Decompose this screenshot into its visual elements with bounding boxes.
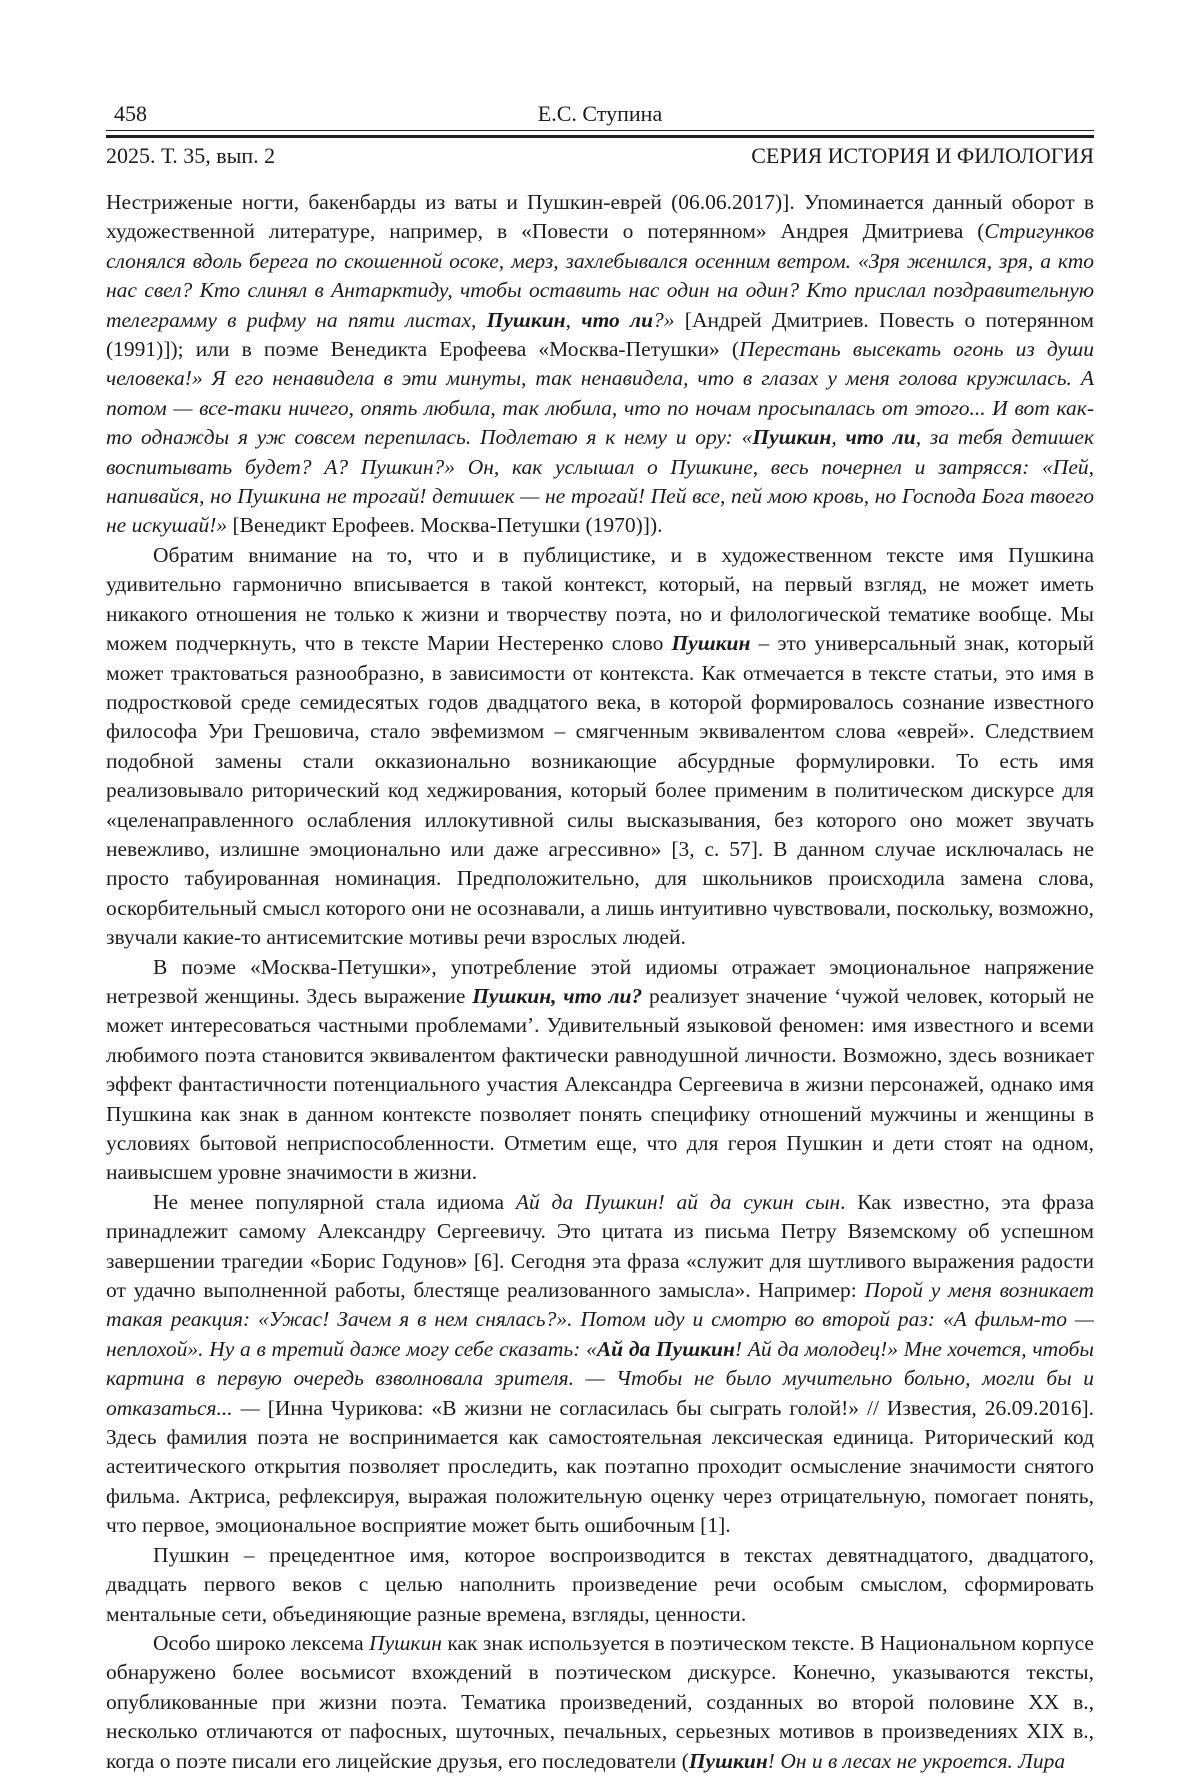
text-run: как знак используется в поэтическом тексте. В Национальном корпусе обнаружено более восьмисот вхождений в поэтическом дискурсе. Конечно, указываются тексты, опубликованные при жизни поэта. Тематика произведений, созданных во второй половине XX в., несколько отличаются от пафосных, шуточных, печальных, серьезных мотивов в произведениях XIX в., когда о поэте писали его лицейские друзья, его последователи ( xyxy=(106,1630,1094,1773)
journal-issue: 2025. Т. 35, вып. 2 xyxy=(106,143,276,168)
text-run: – это универсальный знак, который может трактоваться разнообразно, в зависимости от контекста. Как отмечается в тексте статьи, это имя в подростковой среде семидесятых годов двадцатого века, в которой формировалось сознание известного философа Ури Грешовича, стало эвфемизмом – смягченным эквивалентом слова «еврей». Следствием подобной замены стали окказионально возникающие абсурдные формулировки. То есть имя реализовывало риторический код хеджирования, который более применим в политическом дискурсе для «целенаправленного ослабления иллокутивной силы высказывания, без которого оно может звучать невежливо, излишне эмоционально или даже агрессивно» [3, с. 57]. В данном случае исключалась не просто табуированная номинация. Предположительно, для школьников происходила замена слова, оскорбительный смысл которого они не осознавали, а лишь интуитивно чувствовали, поскольку, возможно, звучали какие-то антисемитские мотивы речи взрослых людей. xyxy=(106,631,1094,950)
paragraph xyxy=(106,1629,1094,1776)
article-body xyxy=(106,188,1094,1776)
text-run: [Венедикт Ерофеев. Москва-Петушки (1970)]). xyxy=(227,513,663,538)
text-run: [Инна Чурикова: «В жизни не согласилась бы сыграть голой!» // Известия, 26.09.2016]. Здесь фамилия поэта не воспринимается как самостоятельная лексическая единица. Риторический код астеитического открытия позволяет проследить, как поэтапно проходит осмысление значимости снятого фильма. Актриса, рефлексируя, выражая положительную оценку через отрицательную, помогает понять, что первое, эмоциональное восприятие может быть ошибочным [1]. xyxy=(106,1395,1094,1538)
paragraph xyxy=(106,1188,1094,1541)
text-run: Пушкин – прецедентное имя, которое воспроизводится в текстах девятнадцатого, двадцатого, двадцать первого веков с целью наполнить произведение речи особым смыслом, сформировать ментальные сети, объединяющие разные времена, взгляды, ценности. xyxy=(106,1542,1094,1626)
text-run: Нестриженые ногти, бакенбарды из ваты и Пушкин-еврей (06.06.2017)]. Упоминается данный оборот в художественной литературе, например, в «Повести о потерянном» Андрея Дмитриева ( xyxy=(106,190,1094,244)
text-run: . Как известно, эта фраза принадлежит самому Александру Сергеевичу. Это цитата из письма Петру Вяземскому об успешном завершении трагедии «Борис Годунов» [6]. Сегодня эта фраза «служит для шутливого выражения радости от удачно выполненной работы, блестяще реализованного замысла». Например: xyxy=(106,1189,1095,1303)
bold-italic-run: Пушкин xyxy=(688,1748,768,1773)
bold-italic-run: Ай да Пушкин xyxy=(596,1336,735,1361)
bold-italic-run: что ли xyxy=(845,425,916,450)
italic-run: ! Ай да молодец!» Мне хочется, чтобы картина в первую очередь взволновала зрителя. — Чтобы не было мучительно больно, могли бы и отказаться... — xyxy=(106,1336,1094,1420)
italic-run: Перестань высекать огонь из души человека!» Я его ненавидела в эти минуты, так ненавидела, что в глазах у меня голова кружилась. А потом — все-таки ничего, опять любила, так любила, что по ночам просыпалась от этого... И вот как-то однажды я уж совсем перепилась. Подлетаю я к нему и ору: « xyxy=(106,337,1095,450)
bold-italic-run: Пушкин, что ли? xyxy=(472,983,643,1008)
running-head-author: Е.С. Ступина xyxy=(537,101,663,126)
header-row-top xyxy=(106,100,1094,128)
paragraph xyxy=(106,1541,1094,1629)
italic-run: , xyxy=(831,425,846,450)
bold-italic-run: Пушкин xyxy=(486,307,566,332)
running-header xyxy=(106,100,1094,169)
text-run: В поэме «Москва-Петушки», употребление этой идиомы отражает эмоциональное напряжение нетрезвой женщины. Здесь выражение xyxy=(106,954,1094,1008)
italic-run: Порой у меня возникает такая реакция: «Ужас! Зачем я в нем снялась?». Потом иду и смотрю во второй раз: «А фильм-то — неплохой». Ну а в третий даже могу себе сказать: « xyxy=(106,1278,1094,1361)
text-run: Не менее популярной стала идиома xyxy=(153,1189,516,1214)
italic-run: Стригунков слонялся вдоль берега по скошенной осоке, мерз, захлебывался осенним ветром. «Зря женился, зря, а кто нас свел? Кто слинял в Антарктиду, чтобы оставить нас один на один? Кто прислал поздравительную телеграмму в рифму на пяти листах, xyxy=(106,219,1094,332)
paragraph xyxy=(106,541,1094,953)
bold-italic-run: что ли xyxy=(581,307,654,332)
italic-run: Пушкин xyxy=(369,1630,442,1655)
italic-run: ! Он и в лесах не укроется. Лира xyxy=(767,1748,1066,1773)
page-number: 458 xyxy=(114,101,147,126)
header-rule xyxy=(106,130,1094,138)
text-run: реализует значение ‘чужой человек, который не может интересоваться частными проблемами’. Удивительный языковой феномен: имя известного и всеми любимого поэта становится эквивалентом фактически равнодушной личности. Возможно, здесь возникает эффект фантастичности потенциального участия Александра Сергеевича в жизни персонажей, однако имя Пушкина как знак в данном контексте позволяет понять специфику отношений мужчины и женщины в условиях бытовой неприспособленности. Отметим еще, что для героя Пушкин и дети стоят на одном, наивысшем уровне значимости в жизни. xyxy=(106,983,1094,1185)
italic-run: ?» xyxy=(653,307,675,332)
text-run: Обратим внимание на то, что и в публицистике, и в художественном тексте имя Пушкина удивительно гармонично вписывается в такой контекст, который, на первый взгляд, не может иметь никакого отношения не только к жизни и творчеству поэта, но и филологической тематике вообще. Мы можем подчеркнуть, что в тексте Марии Нестеренко слово xyxy=(106,542,1094,656)
bold-italic-run: Пушкин xyxy=(671,631,751,656)
text-run: [Андрей Дмитриев. Повесть о потерянном (1991)]); или в поэме Венедикта Ерофеева «Москва-Петушки» ( xyxy=(106,307,1095,362)
paragraph xyxy=(106,188,1094,541)
text-run: Особо широко лексема xyxy=(153,1630,370,1655)
italic-run: , за тебя детишек воспитывать будет? А? Пушкин?» Он, как услышал о Пушкине, весь почернел и затрясся: «Пей, напивайся, но Пушкина не трогай! детишек — не трогай! Пей все, пей мою кровь, но Господа Бога твоего не искушай!» xyxy=(106,425,1095,538)
italic-run: , xyxy=(565,307,582,332)
bold-italic-run: Пушкин xyxy=(752,425,832,450)
header-row-bottom xyxy=(106,142,1094,169)
italic-run: Ай да Пушкин! ай да сукин сын xyxy=(515,1189,841,1214)
journal-series: СЕРИЯ ИСТОРИЯ И ФИЛОЛОГИЯ xyxy=(751,143,1094,168)
paragraph xyxy=(106,953,1094,1188)
